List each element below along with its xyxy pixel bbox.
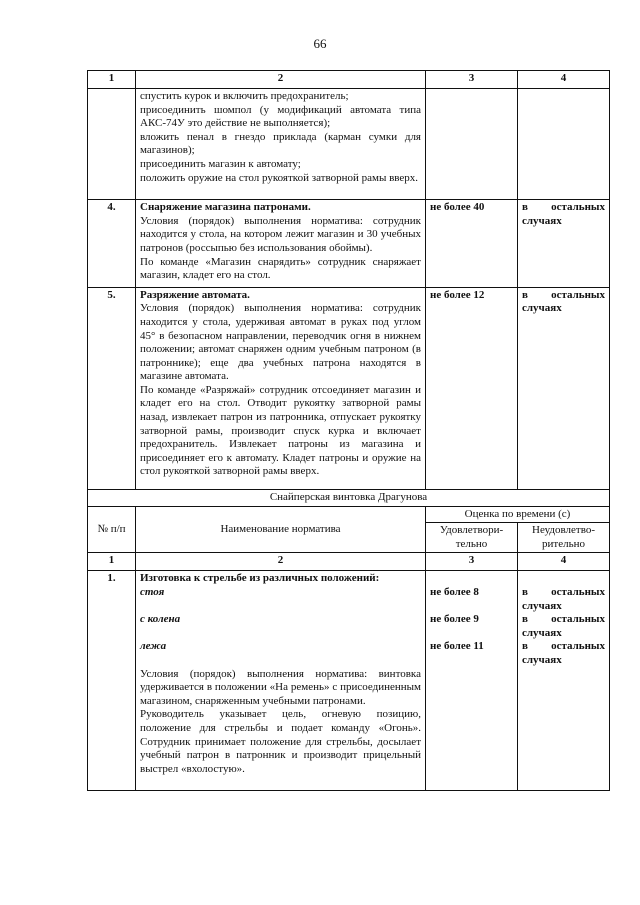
header-cell-3: 3 bbox=[426, 71, 518, 89]
table-row-5 bbox=[88, 287, 610, 489]
header-cell-3: 3 bbox=[426, 553, 518, 571]
fail-time-kneeling: в остальных случаях bbox=[522, 613, 605, 639]
position-kneeling: с колена bbox=[140, 613, 181, 626]
time-group-header: Оценка по времени (с) bbox=[426, 506, 610, 523]
position-prone: лежа bbox=[140, 640, 167, 653]
header-cell-4: 4 bbox=[518, 71, 610, 89]
header-cell-1: 1 bbox=[88, 553, 136, 571]
standard-description: Изготовка к стрельбе из различных положений: стоя с колена лежа Условия (порядок) выполнения норматива: винтовка удерживается в положении «На ремень» с присоединенным магазином, снаряженным учебными патронами. Руководитель указывает цель, огневую позицию, положение для стрельбы и подает команду «Огонь». Сотрудник принимает положение для стрельбы, досылает учебный патрон в патронник и производит прицельный выстрел «вхолостую». bbox=[136, 571, 426, 791]
standard-title: Разряжение автомата. bbox=[140, 288, 250, 301]
pass-column-header: Удовлетвори-тельно bbox=[426, 523, 518, 553]
column-number-header-2 bbox=[88, 553, 610, 571]
fail-times bbox=[518, 571, 610, 791]
section-title-row bbox=[88, 490, 610, 507]
pass-time-standing: не более 8 bbox=[430, 586, 479, 598]
row-number: 4. bbox=[88, 200, 136, 288]
continuation-text: спустить курок и включить предохранитель; присоединить шомпол (у модификаций автомата типа АКС-74У это действие не выполняется); вложить пенал в гнездо приклада (карман сумки для магазинов); присоединить магазин к автомату; положить оружие на стол рукояткой затворной рамы вверх. bbox=[136, 89, 426, 200]
position-standing: стоя bbox=[140, 586, 165, 598]
name-column-header: Наименование норматива bbox=[136, 506, 426, 553]
pass-time-prone: не более 11 bbox=[430, 640, 484, 653]
standard-title: Снаряжение магазина патронами. bbox=[140, 201, 311, 214]
header-cell-2: 2 bbox=[136, 553, 426, 571]
standards-table bbox=[87, 70, 610, 791]
number-column-header: № п/п bbox=[88, 506, 136, 553]
header-cell-2: 2 bbox=[136, 71, 426, 89]
column-number-header bbox=[88, 71, 610, 89]
table-row-4 bbox=[88, 200, 610, 288]
pass-time: не более 12 bbox=[426, 287, 518, 489]
fail-time: в остальных случаях bbox=[518, 287, 610, 489]
table-row-continuation bbox=[88, 89, 610, 200]
standard-description: Снаряжение магазина патронами. Условия (порядок) выполнения норматива: сотрудник находится у стола, на котором лежит магазин и 30 учебных патронов (россыпью без использования обоймы). По команде «Магазин снарядить» сотрудник снаряжает магазин, кладет его на стол. bbox=[136, 200, 426, 288]
fail-column-header: Неудовлетво-рительно bbox=[518, 523, 610, 553]
standard-description: Разряжение автомата. Условия (порядок) выполнения норматива: сотрудник находится у стола, удерживая автомат в руках под углом 45° в безопасном направлении, переводчик огня в нижнем положении; автомат снаряжен одним учебным патроном (в патроннике); еще два учебных патрона находятся в магазине автомата. По команде «Разряжай» сотрудник отсоединяет магазин и кладет его на стол. Отводит рукоятку затворной рамы назад, извлекает патрон из патронника, отпускает рукоятку затворной рамы, производит спуск курка и включает предохранитель. Извлекает патроны из магазина и присоединяет его к автомату. Кладет патроны и оружие на стол рукояткой затворной рамы вверх. bbox=[136, 287, 426, 489]
pass-time: не более 40 bbox=[426, 200, 518, 288]
standard-title: Изготовка к стрельбе из различных положений: bbox=[140, 572, 380, 585]
row-number: 5. bbox=[88, 287, 136, 489]
header-cell-4: 4 bbox=[518, 553, 610, 571]
pass-times bbox=[426, 571, 518, 791]
table-row-sniper-1 bbox=[88, 571, 610, 791]
row-number: 1. bbox=[88, 571, 136, 791]
fail-time-standing: в остальных случаях bbox=[522, 586, 605, 612]
page-number: 66 bbox=[313, 36, 327, 51]
fail-time: в остальных случаях bbox=[518, 200, 610, 288]
header-row-top bbox=[88, 506, 610, 523]
pass-time-kneeling: не более 9 bbox=[430, 613, 479, 626]
fail-time-prone: в остальных случаях bbox=[522, 640, 605, 666]
section-title: Снайперская винтовка Драгунова bbox=[88, 490, 610, 507]
header-cell-1: 1 bbox=[88, 71, 136, 89]
